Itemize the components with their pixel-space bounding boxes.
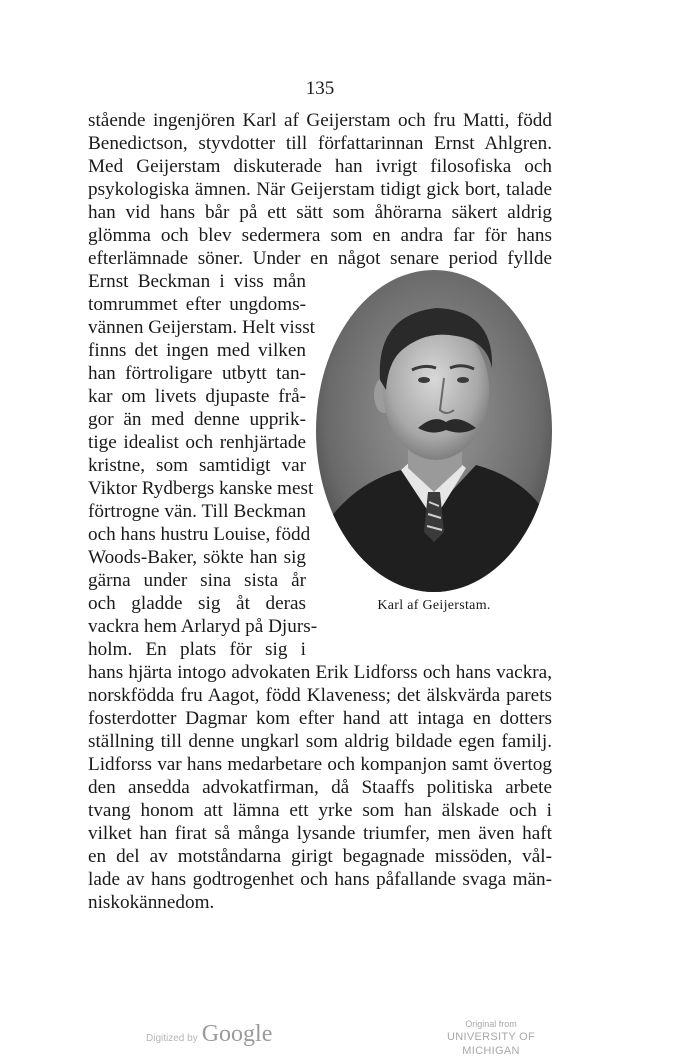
text-line: vännen Geijerstam. Helt visst (88, 317, 315, 338)
text-line: norskfödda fru Aagot, född Klaveness; det älskvärda parets (88, 685, 552, 706)
text-line: den ansedda advokatfirman, då Staaffs politiska arbete (88, 777, 552, 798)
institution-name: UNIVERSITY OF MICHIGAN (446, 1031, 536, 1057)
text-line: vilket han firat så många lysande triumfer, men även haft (88, 823, 552, 844)
text-line: Lidforss var hans medarbetare och kompanjon samt övertog (88, 754, 552, 775)
portrait-photo (316, 270, 552, 592)
google-logo: Google (201, 1021, 273, 1047)
text-line: vackra hem Arlaryd på Djurs- (88, 616, 318, 637)
text-line: Med Geijerstam diskuterade han ivrigt filosofiska och (88, 156, 552, 177)
text-line: glömma och blev sedermera som en andra far för hans (88, 225, 552, 246)
source-watermark (424, 1019, 558, 1058)
text-line: niskokännedom. (88, 892, 215, 913)
text-line: tomrummet efter ungdoms- (88, 294, 306, 315)
text-line: och hans hustru Louise, född (88, 524, 311, 545)
text-line: fosterdotter Dagmar kom efter hand att intaga en dotters (88, 708, 552, 729)
text-line: han förtroligare utbytt tan- (88, 363, 306, 384)
text-line: tvang honom att lämna ett yrke som han älskade och i (88, 800, 552, 821)
text-line: tige idealist och renhjärtade (88, 432, 306, 453)
text-line: Ernst Beckman i viss mån (88, 271, 306, 292)
text-line: lade av hans godtrogenhet och hans påfallande svaga män- (88, 869, 552, 890)
text-line: ställning till denne ungkarl som aldrig bildade egen familj. (88, 731, 552, 752)
page-number: 135 (305, 78, 335, 99)
text-line: kar om livets djupaste frå- (88, 386, 306, 407)
text-line: efterlämnade söner. Under en något senare period fyllde (88, 248, 552, 269)
text-line: holm. En plats för sig i (88, 639, 306, 660)
original-from-label: Original from (465, 1019, 517, 1029)
text-line: psykologiska ämnen. När Geijerstam tidigt gick bort, talade (88, 179, 552, 200)
text-line: stående ingenjören Karl af Geijerstam och fru Matti, född (88, 110, 552, 131)
text-line: en del av motståndarna girigt begagnade missöden, vål- (88, 846, 552, 867)
text-line: finns det ingen med vilken (88, 340, 306, 361)
text-line: gärna under sina sista år (88, 570, 306, 591)
google-watermark (146, 1018, 272, 1048)
text-line: förtrogne vän. Till Beckman (88, 501, 306, 522)
text-line: och gladde sig åt deras (88, 593, 306, 614)
text-line: Woods-Baker, sökte han sig (88, 547, 306, 568)
text-line: han vid hans bår på ett sätt som åhörarna säkert aldrig (88, 202, 552, 223)
text-line: kristne, som samtidigt var (88, 455, 306, 476)
text-line: hans hjärta intogo advokaten Erik Lidforss och hans vackra, (88, 662, 552, 683)
text-line: Benedictson, styvdotter till författarinnan Ernst Ahlgren. (88, 133, 552, 154)
text-line: Viktor Rydbergs kanske mest (88, 478, 314, 499)
digitized-by-label: Digitized by (146, 1033, 198, 1044)
figure-caption: Karl af Geijerstam. (377, 598, 491, 613)
text-line: gor än med denne upprik- (88, 409, 306, 430)
